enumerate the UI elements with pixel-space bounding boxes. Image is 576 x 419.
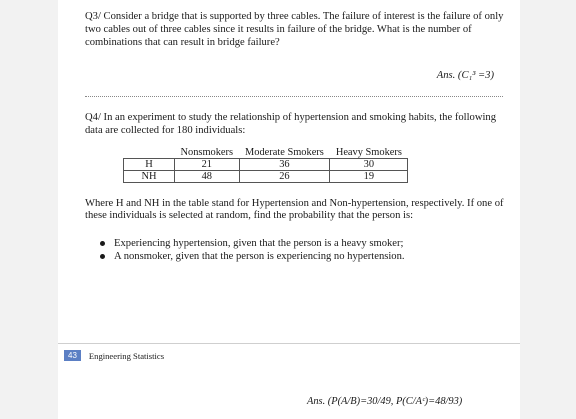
table-cell: 48 bbox=[175, 171, 240, 183]
page-footer bbox=[58, 343, 520, 367]
bullet-text: A nonsmoker, given that the person is experiencing no hypertension. bbox=[114, 251, 405, 263]
question-3-answer: Ans. (C₁³ =3) bbox=[436, 70, 494, 81]
list-item bbox=[100, 250, 500, 263]
question-4-description: Where H and NH in the table stand for Hypertension and Non-hypertension, respectively. If one of these individuals is selected at random, find the probability that the person is: bbox=[85, 198, 504, 222]
column-header: Nonsmokers bbox=[180, 147, 234, 158]
table-row bbox=[124, 171, 408, 183]
bullet-icon bbox=[100, 254, 105, 259]
table-corner bbox=[124, 147, 175, 159]
question-4-answer: Ans. (P(A/B)=30/49, P(C/Aᶜ)=48/93) bbox=[307, 396, 463, 407]
table-cell: 21 bbox=[175, 159, 240, 171]
table-cell: 26 bbox=[239, 171, 330, 183]
question-4-bullets bbox=[100, 237, 500, 263]
row-label: H bbox=[124, 159, 175, 171]
dotted-divider bbox=[85, 96, 503, 97]
running-head: Engineering Statistics bbox=[88, 350, 165, 361]
page-number-badge: 43 bbox=[64, 350, 81, 361]
bullet-icon bbox=[100, 241, 105, 246]
row-label: NH bbox=[124, 171, 175, 183]
column-header: Moderate Smokers bbox=[245, 147, 324, 158]
column-header: Heavy Smokers bbox=[335, 147, 402, 158]
smoking-hypertension-table bbox=[123, 147, 408, 183]
table-cell: 30 bbox=[330, 159, 408, 171]
table-cell: 36 bbox=[239, 159, 330, 171]
list-item bbox=[100, 237, 500, 250]
question-3-text: Q3/ Consider a bridge that is supported by three cables. The failure of interest is the failure of only two cables out of three cables since it results in failure of the bridge. What is the number of combinations that can result in bridge failure? bbox=[85, 11, 504, 49]
table-cell: 19 bbox=[330, 171, 408, 183]
question-4-intro: Q4/ In an experiment to study the relationship of hypertension and smoking habits, the following data are collected for 180 individuals: bbox=[85, 112, 497, 137]
table-row bbox=[124, 159, 408, 171]
bullet-text: Experiencing hypertension, given that the person is a heavy smoker; bbox=[114, 238, 404, 249]
